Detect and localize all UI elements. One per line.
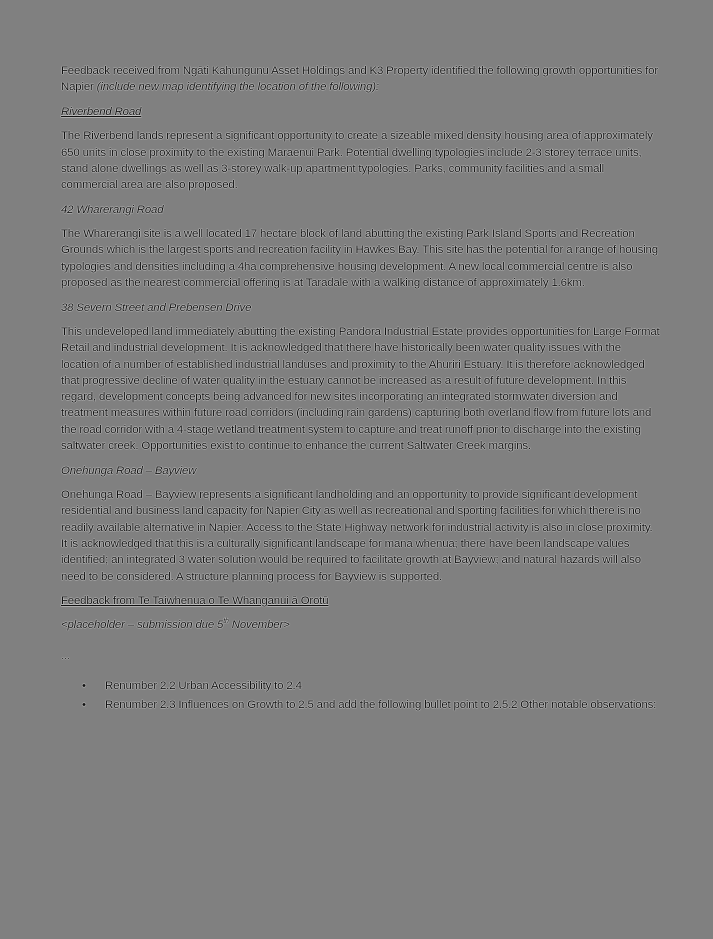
feedback-heading: Feedback from Te Taiwhenua o Te Whanganui ā Orotū (61, 595, 329, 607)
document-page (61, 63, 661, 717)
section-heading-wharerangi: 42 Wharerangi Road (61, 203, 164, 216)
ellipsis-marker: … (61, 650, 70, 661)
placeholder-sup: th (223, 618, 229, 626)
list-item (82, 678, 661, 694)
section-body-wharerangi: The Wharerangi site is a well located 17 hectare block of land abutting the existing Park Island Sports and Recreation Grounds which is the largest sports and recreation facility in Hawkes Bay. This site has the potential for a range of housing typologies and densities including a 4ha comprehensive housing development. A new local commercial centre is also proposed as the nearest commercial offering is at Taradale with a walking distance of approximately 1.6km. (61, 228, 658, 290)
list-item-text: Renumber 2.2 Urban Accessibility to 2.4 (105, 680, 302, 693)
list-item-text: Renumber 2.3 Influences on Growth to 2.5 and add the following bullet point to 2.5.2 Other notable observations: (105, 699, 657, 712)
bullet-list (61, 678, 661, 714)
section-heading-riverbend: Riverbend Road (61, 105, 142, 118)
intro-paragraph (61, 63, 661, 96)
section-body-severn: This undeveloped land immediately abutting the existing Pandora Industrial Estate provides opportunities for Large Format Retail and industrial development. It is acknowledged that there have historically been water quality issues with the location of a number of established industrial landuses and proximity to the Ahuriri Estuary. It is therefore acknowledged that progressive decline of water quality in the estuary cannot be increased as a result of future development. In this regard, development concepts being advanced for new sites incorporating an integrated stormwater diversion and treatment measures within future road corridors (including rain gardens) capturing both overland flow from future lots and the road corridor with a 4-stage wetland treatment system to capture and treat runoff prior to discharge into the existing saltwater creek. Opportunities exist to continue to enhance the current Saltwater Creek margins. (61, 325, 660, 453)
bullet-icon: • (82, 680, 86, 693)
bullet-icon: • (82, 699, 86, 712)
placeholder-suffix: November> (228, 619, 290, 632)
intro-map-note: (include new map identifying the location of the following): (96, 81, 379, 94)
intro-text: Feedback received from Ngāti Kahungunu Asset Holdings and K3 Property identified the following growth opportunities for Napier (61, 65, 658, 94)
submission-placeholder (61, 617, 661, 633)
list-item (82, 697, 661, 713)
section-body-onehunga: Onehunga Road – Bayview represents a significant landholding and an opportunity to provide significant development residential and business land capacity for Napier City as well as recreational and sporting facilities for which there is no readily available alternative in Napier. Access to the State Highway network for industrial activity is also in close proximity. It is acknowledged that this is a culturally significant landscape for mana whenua; there have been landscape values identified; an integrated 3 water solution would be required to facilitate growth at Bayview; and natural hazards will also need to be considered. A structure planning process for Bayview is supported. (61, 489, 653, 583)
section-heading-severn: 38 Severn Street and Prebensen Drive (61, 301, 252, 314)
section-body-riverbend: The Riverbend lands represent a significant opportunity to create a sizeable mixed density housing area of approximately 650 units in close proximity to the existing Maraenui Park. Potential dwelling typologies include 2-3 storey terrace units, stand alone dwellings as well as 3-storey walk-up apartment typologies. Parks, community facilities and a small commercial area are also proposed. (61, 130, 653, 192)
placeholder-prefix: <placeholder – submission due 5 (61, 619, 224, 632)
section-heading-onehunga: Onehunga Road – Bayview (61, 464, 197, 477)
